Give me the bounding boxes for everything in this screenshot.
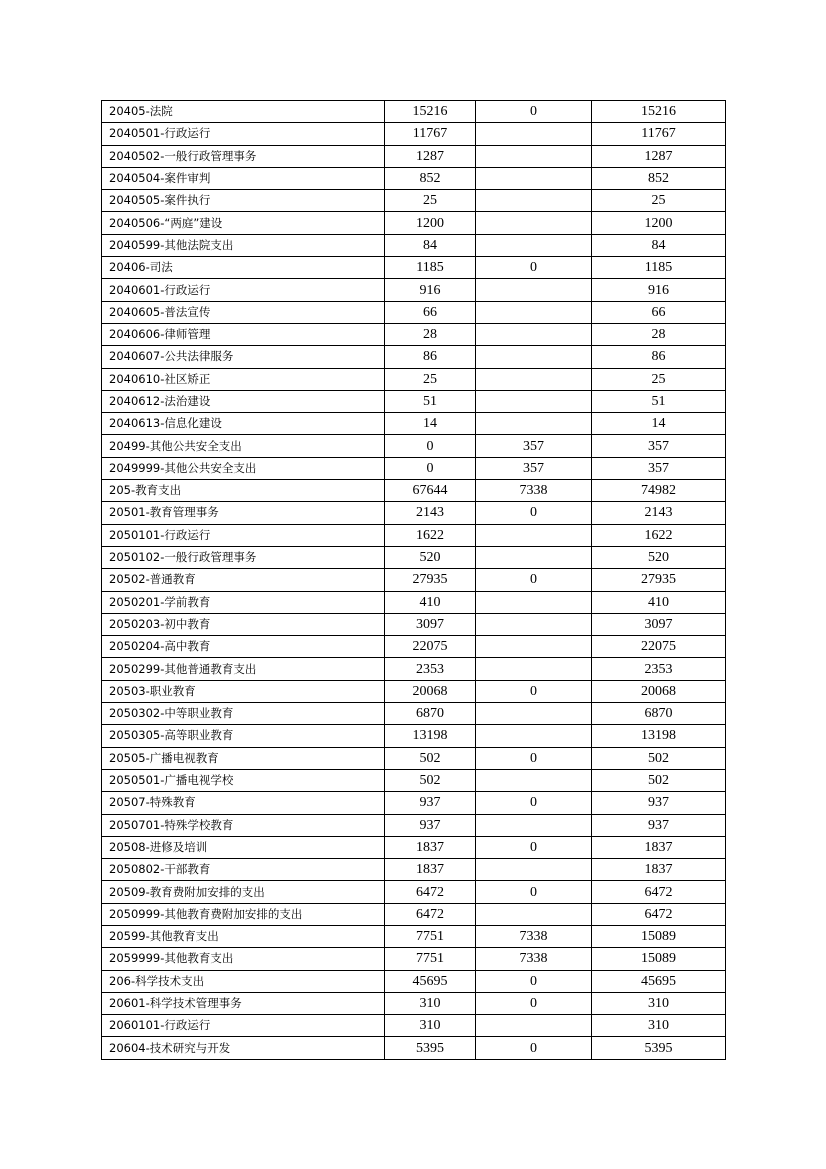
- table-row: [102, 970, 726, 992]
- value-cell-2: 0: [476, 992, 592, 1014]
- value-cell-2: 0: [476, 747, 592, 769]
- total-cell: 25: [592, 190, 726, 212]
- item-name-cell: 2050802-干部教育: [102, 859, 385, 881]
- value-cell-1: 25: [385, 368, 476, 390]
- total-cell: 520: [592, 546, 726, 568]
- table-row: [102, 613, 726, 635]
- item-name-cell: 20507-特殊教育: [102, 792, 385, 814]
- table-row: [102, 591, 726, 613]
- total-cell: 14: [592, 413, 726, 435]
- table-row: [102, 569, 726, 591]
- value-cell-2: 0: [476, 101, 592, 123]
- table-row: [102, 323, 726, 345]
- total-cell: 27935: [592, 569, 726, 591]
- item-name-cell: 2040607-公共法律服务: [102, 346, 385, 368]
- table-row: [102, 703, 726, 725]
- table-row: [102, 725, 726, 747]
- total-cell: 357: [592, 435, 726, 457]
- total-cell: 6472: [592, 903, 726, 925]
- item-name-cell: 2050101-行政运行: [102, 524, 385, 546]
- item-name-cell: 2040501-行政运行: [102, 123, 385, 145]
- value-cell-1: 51: [385, 390, 476, 412]
- total-cell: 1185: [592, 257, 726, 279]
- table-row: [102, 480, 726, 502]
- value-cell-2: [476, 167, 592, 189]
- value-cell-1: 20068: [385, 680, 476, 702]
- item-name-cell: 20508-进修及培训: [102, 836, 385, 858]
- table-row: [102, 680, 726, 702]
- total-cell: 2143: [592, 502, 726, 524]
- value-cell-1: 14: [385, 413, 476, 435]
- total-cell: 357: [592, 457, 726, 479]
- value-cell-2: 0: [476, 502, 592, 524]
- value-cell-2: 0: [476, 569, 592, 591]
- total-cell: 74982: [592, 480, 726, 502]
- value-cell-2: [476, 346, 592, 368]
- value-cell-2: [476, 658, 592, 680]
- value-cell-1: 25: [385, 190, 476, 212]
- value-cell-2: [476, 703, 592, 725]
- total-cell: 310: [592, 992, 726, 1014]
- item-name-cell: 20509-教育费附加安排的支出: [102, 881, 385, 903]
- item-name-cell: 2050203-初中教育: [102, 613, 385, 635]
- value-cell-1: 7751: [385, 948, 476, 970]
- value-cell-2: [476, 524, 592, 546]
- item-name-cell: 2040612-法治建设: [102, 390, 385, 412]
- value-cell-2: 357: [476, 457, 592, 479]
- value-cell-1: 852: [385, 167, 476, 189]
- item-name-cell: 2050305-高等职业教育: [102, 725, 385, 747]
- value-cell-2: [476, 725, 592, 747]
- table-row: [102, 301, 726, 323]
- total-cell: 2353: [592, 658, 726, 680]
- table-row: [102, 123, 726, 145]
- table-row: [102, 502, 726, 524]
- total-cell: 410: [592, 591, 726, 613]
- table-body: [102, 101, 726, 1060]
- value-cell-2: 0: [476, 881, 592, 903]
- value-cell-1: 2353: [385, 658, 476, 680]
- value-cell-1: 0: [385, 435, 476, 457]
- total-cell: 11767: [592, 123, 726, 145]
- value-cell-1: 15216: [385, 101, 476, 123]
- item-name-cell: 20406-司法: [102, 257, 385, 279]
- value-cell-1: 520: [385, 546, 476, 568]
- table-row: [102, 212, 726, 234]
- item-name-cell: 20599-其他教育支出: [102, 925, 385, 947]
- value-cell-2: [476, 323, 592, 345]
- table-row: [102, 346, 726, 368]
- table-row: [102, 1037, 726, 1059]
- value-cell-1: 410: [385, 591, 476, 613]
- value-cell-2: [476, 591, 592, 613]
- item-name-cell: 2050302-中等职业教育: [102, 703, 385, 725]
- value-cell-1: 1622: [385, 524, 476, 546]
- table-row: [102, 814, 726, 836]
- table-row: [102, 881, 726, 903]
- table-row: [102, 190, 726, 212]
- table-row: [102, 524, 726, 546]
- table-row: [102, 769, 726, 791]
- item-name-cell: 20505-广播电视教育: [102, 747, 385, 769]
- total-cell: 1287: [592, 145, 726, 167]
- table-row: [102, 101, 726, 123]
- table-row: [102, 145, 726, 167]
- table-row: [102, 1015, 726, 1037]
- total-cell: 22075: [592, 636, 726, 658]
- table-row: [102, 992, 726, 1014]
- value-cell-1: 6870: [385, 703, 476, 725]
- value-cell-1: 27935: [385, 569, 476, 591]
- value-cell-1: 937: [385, 792, 476, 814]
- value-cell-1: 86: [385, 346, 476, 368]
- item-name-cell: 2040505-案件执行: [102, 190, 385, 212]
- value-cell-2: 0: [476, 792, 592, 814]
- total-cell: 1837: [592, 836, 726, 858]
- value-cell-1: 502: [385, 769, 476, 791]
- table-row: [102, 636, 726, 658]
- total-cell: 3097: [592, 613, 726, 635]
- value-cell-2: [476, 212, 592, 234]
- total-cell: 937: [592, 814, 726, 836]
- item-name-cell: 2059999-其他教育支出: [102, 948, 385, 970]
- item-name-cell: 2050999-其他教育费附加安排的支出: [102, 903, 385, 925]
- item-name-cell: 2040504-案件审判: [102, 167, 385, 189]
- table-row: [102, 368, 726, 390]
- value-cell-2: 0: [476, 970, 592, 992]
- table-row: [102, 257, 726, 279]
- total-cell: 28: [592, 323, 726, 345]
- total-cell: 1200: [592, 212, 726, 234]
- value-cell-2: [476, 1015, 592, 1037]
- value-cell-2: [476, 279, 592, 301]
- table-row: [102, 948, 726, 970]
- table-row: [102, 546, 726, 568]
- item-name-cell: 2040599-其他法院支出: [102, 234, 385, 256]
- item-name-cell: 2050204-高中教育: [102, 636, 385, 658]
- item-name-cell: 20601-科学技术管理事务: [102, 992, 385, 1014]
- total-cell: 852: [592, 167, 726, 189]
- total-cell: 5395: [592, 1037, 726, 1059]
- value-cell-2: 0: [476, 257, 592, 279]
- total-cell: 310: [592, 1015, 726, 1037]
- table-row: [102, 279, 726, 301]
- value-cell-2: 0: [476, 1037, 592, 1059]
- value-cell-2: [476, 903, 592, 925]
- total-cell: 84: [592, 234, 726, 256]
- value-cell-1: 6472: [385, 881, 476, 903]
- value-cell-2: [476, 368, 592, 390]
- item-name-cell: 2040605-普法宣传: [102, 301, 385, 323]
- value-cell-2: [476, 814, 592, 836]
- value-cell-2: [476, 769, 592, 791]
- value-cell-1: 13198: [385, 725, 476, 747]
- table-row: [102, 457, 726, 479]
- table-row: [102, 167, 726, 189]
- value-cell-1: 5395: [385, 1037, 476, 1059]
- value-cell-2: [476, 859, 592, 881]
- table-row: [102, 836, 726, 858]
- total-cell: 45695: [592, 970, 726, 992]
- table-row: [102, 435, 726, 457]
- item-name-cell: 2040506-“两庭”建设: [102, 212, 385, 234]
- value-cell-1: 1837: [385, 836, 476, 858]
- item-name-cell: 20503-职业教育: [102, 680, 385, 702]
- value-cell-1: 28: [385, 323, 476, 345]
- item-name-cell: 2050102-一般行政管理事务: [102, 546, 385, 568]
- value-cell-1: 45695: [385, 970, 476, 992]
- value-cell-1: 916: [385, 279, 476, 301]
- value-cell-1: 1837: [385, 859, 476, 881]
- value-cell-1: 937: [385, 814, 476, 836]
- value-cell-2: [476, 613, 592, 635]
- value-cell-2: [476, 390, 592, 412]
- table-row: [102, 859, 726, 881]
- item-name-cell: 20604-技术研究与开发: [102, 1037, 385, 1059]
- total-cell: 916: [592, 279, 726, 301]
- value-cell-1: 6472: [385, 903, 476, 925]
- value-cell-2: [476, 546, 592, 568]
- total-cell: 25: [592, 368, 726, 390]
- item-name-cell: 20501-教育管理事务: [102, 502, 385, 524]
- total-cell: 15089: [592, 925, 726, 947]
- total-cell: 13198: [592, 725, 726, 747]
- value-cell-1: 0: [385, 457, 476, 479]
- total-cell: 1837: [592, 859, 726, 881]
- value-cell-1: 66: [385, 301, 476, 323]
- table-row: [102, 413, 726, 435]
- value-cell-2: [476, 145, 592, 167]
- total-cell: 66: [592, 301, 726, 323]
- value-cell-2: [476, 413, 592, 435]
- value-cell-1: 3097: [385, 613, 476, 635]
- table-row: [102, 792, 726, 814]
- value-cell-1: 11767: [385, 123, 476, 145]
- value-cell-1: 7751: [385, 925, 476, 947]
- item-name-cell: 2040601-行政运行: [102, 279, 385, 301]
- item-name-cell: 2040502-一般行政管理事务: [102, 145, 385, 167]
- item-name-cell: 2040610-社区矫正: [102, 368, 385, 390]
- value-cell-2: 7338: [476, 925, 592, 947]
- item-name-cell: 2040613-信息化建设: [102, 413, 385, 435]
- item-name-cell: 20502-普通教育: [102, 569, 385, 591]
- value-cell-1: 310: [385, 1015, 476, 1037]
- value-cell-2: 0: [476, 836, 592, 858]
- value-cell-2: [476, 190, 592, 212]
- value-cell-2: 357: [476, 435, 592, 457]
- item-name-cell: 2040606-律师管理: [102, 323, 385, 345]
- item-name-cell: 2049999-其他公共安全支出: [102, 457, 385, 479]
- value-cell-2: 7338: [476, 480, 592, 502]
- item-name-cell: 2050299-其他普通教育支出: [102, 658, 385, 680]
- table-row: [102, 658, 726, 680]
- value-cell-2: 0: [476, 680, 592, 702]
- table-row: [102, 390, 726, 412]
- item-name-cell: 206-科学技术支出: [102, 970, 385, 992]
- value-cell-1: 1185: [385, 257, 476, 279]
- value-cell-2: 7338: [476, 948, 592, 970]
- table-row: [102, 903, 726, 925]
- total-cell: 86: [592, 346, 726, 368]
- value-cell-2: [476, 234, 592, 256]
- table-row: [102, 747, 726, 769]
- value-cell-1: 502: [385, 747, 476, 769]
- total-cell: 502: [592, 747, 726, 769]
- item-name-cell: 205-教育支出: [102, 480, 385, 502]
- value-cell-1: 84: [385, 234, 476, 256]
- total-cell: 6472: [592, 881, 726, 903]
- total-cell: 6870: [592, 703, 726, 725]
- table-row: [102, 234, 726, 256]
- total-cell: 20068: [592, 680, 726, 702]
- value-cell-2: [476, 123, 592, 145]
- item-name-cell: 2050201-学前教育: [102, 591, 385, 613]
- total-cell: 51: [592, 390, 726, 412]
- item-name-cell: 2060101-行政运行: [102, 1015, 385, 1037]
- value-cell-1: 22075: [385, 636, 476, 658]
- budget-table: [101, 100, 726, 1060]
- item-name-cell: 2050501-广播电视学校: [102, 769, 385, 791]
- value-cell-1: 2143: [385, 502, 476, 524]
- total-cell: 937: [592, 792, 726, 814]
- value-cell-2: [476, 636, 592, 658]
- value-cell-1: 1287: [385, 145, 476, 167]
- table-row: [102, 925, 726, 947]
- value-cell-1: 310: [385, 992, 476, 1014]
- item-name-cell: 20499-其他公共安全支出: [102, 435, 385, 457]
- value-cell-1: 1200: [385, 212, 476, 234]
- total-cell: 15089: [592, 948, 726, 970]
- total-cell: 15216: [592, 101, 726, 123]
- value-cell-1: 67644: [385, 480, 476, 502]
- item-name-cell: 20405-法院: [102, 101, 385, 123]
- value-cell-2: [476, 301, 592, 323]
- total-cell: 502: [592, 769, 726, 791]
- item-name-cell: 2050701-特殊学校教育: [102, 814, 385, 836]
- total-cell: 1622: [592, 524, 726, 546]
